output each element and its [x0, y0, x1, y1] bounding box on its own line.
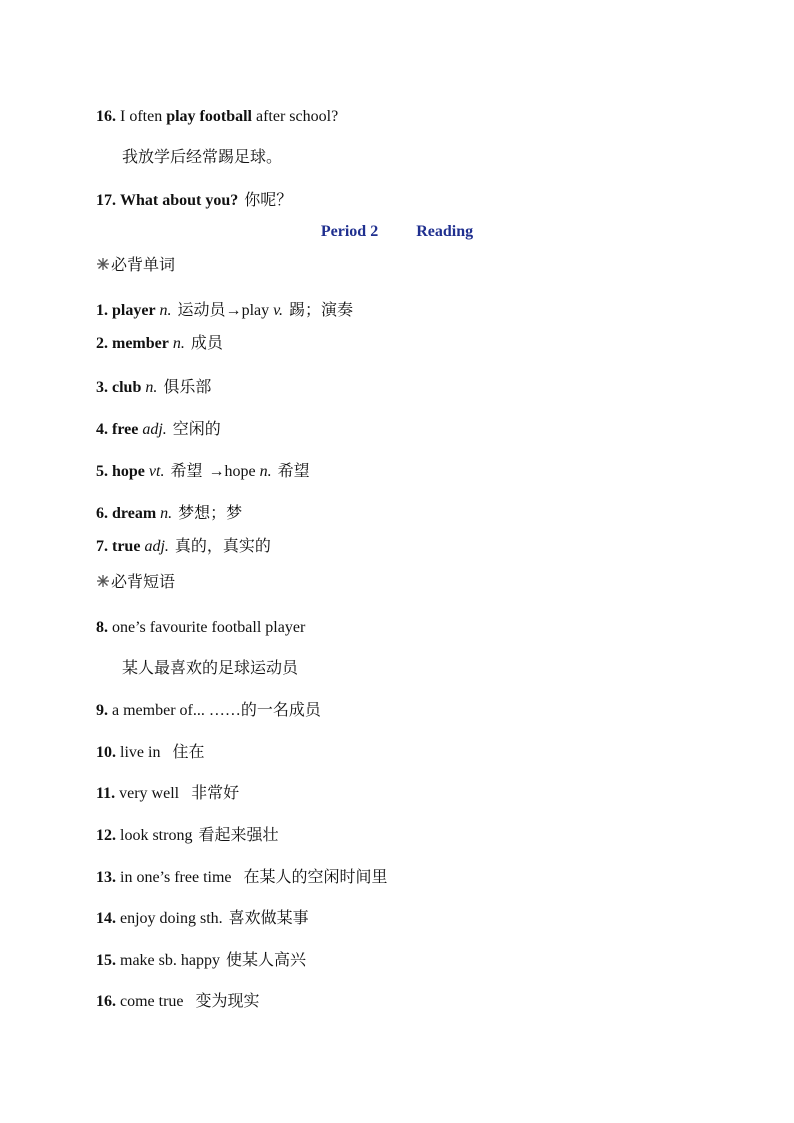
translation: 在某人的空闲时间里: [243, 869, 388, 886]
item-number: 4.: [96, 421, 108, 438]
translation: 梦想；梦: [178, 505, 243, 522]
translation: 非常好: [191, 785, 240, 802]
phrase: enjoy doing sth.: [120, 910, 223, 927]
part-of-speech: n.: [160, 505, 173, 522]
phrase-9: [96, 701, 321, 721]
star-bullet-icon: [96, 574, 110, 588]
section-title: 必背短语: [111, 574, 176, 591]
item-number: 2.: [96, 335, 108, 352]
translation: 希望: [277, 463, 310, 480]
arrow: →: [208, 463, 225, 480]
item-number: 10.: [96, 744, 116, 761]
word: club: [112, 379, 142, 396]
item-number: 9.: [96, 702, 108, 719]
phrase: come true: [120, 993, 184, 1010]
word: player: [112, 302, 156, 319]
related-word: hope: [224, 463, 256, 480]
translation: 踢；演奏: [289, 302, 354, 319]
item-number: 7.: [96, 538, 108, 555]
key-phrase: What about you?: [120, 192, 239, 209]
part-of-speech: vt.: [148, 463, 165, 480]
translation: 某人最喜欢的足球运动员: [122, 660, 299, 677]
word: free: [112, 421, 139, 438]
translation: 空闲的: [172, 421, 221, 438]
line-16-sentence: [96, 107, 338, 127]
star-bullet-icon: [96, 257, 110, 271]
phrase-10: [96, 743, 204, 763]
translation: 住在: [172, 744, 205, 761]
phrase: very well: [119, 785, 180, 802]
item-number: 15.: [96, 952, 116, 969]
item-number: 16.: [96, 108, 116, 125]
phrase: one’s favourite football player: [112, 619, 306, 636]
part-of-speech: adj.: [144, 538, 169, 555]
key-phrase: play football: [166, 108, 252, 125]
item-number: 16.: [96, 993, 116, 1010]
translation: 喜欢做某事: [228, 910, 309, 927]
word: hope: [112, 463, 145, 480]
item-number: 3.: [96, 379, 108, 396]
phrase: live in: [120, 744, 161, 761]
sentence-part: after school?: [252, 108, 339, 125]
phrase: look strong: [120, 827, 193, 844]
part-of-speech: v.: [273, 302, 284, 319]
translation: ……的一名成员: [208, 702, 321, 719]
phrase-8-translation: [122, 659, 298, 679]
phrase-15: [96, 951, 306, 971]
translation: 成员: [190, 335, 223, 352]
translation: 变为现实: [195, 993, 260, 1010]
line-16-translation: [122, 148, 282, 168]
word-5: [96, 462, 310, 482]
phrase-14: [96, 909, 309, 929]
translation: 希望: [170, 463, 203, 480]
item-number: 17.: [96, 192, 116, 209]
phrase-12: [96, 826, 278, 846]
part-of-speech: n.: [159, 302, 172, 319]
translation: 使某人高兴: [225, 952, 306, 969]
part-of-speech: n.: [145, 379, 158, 396]
word-7: [96, 537, 271, 557]
word-2: [96, 334, 223, 354]
period-heading: [0, 222, 794, 242]
phrase-11: [96, 784, 239, 804]
section-words-heading: [96, 256, 175, 276]
word: member: [112, 335, 169, 352]
phrase-8: [96, 618, 305, 638]
phrase-16: [96, 992, 260, 1012]
word-1: [96, 301, 353, 321]
translation: 俱乐部: [163, 379, 212, 396]
item-number: 1.: [96, 302, 108, 319]
line-17: [96, 191, 292, 211]
word-3: [96, 378, 211, 398]
translation: 我放学后经常踢足球。: [122, 149, 283, 166]
phrase: a member of...: [112, 702, 205, 719]
translation: 看起来强壮: [198, 827, 279, 844]
part-of-speech: n.: [172, 335, 185, 352]
part-of-speech: n.: [259, 463, 272, 480]
word: dream: [112, 505, 157, 522]
item-number: 11.: [96, 785, 116, 802]
phrase: in one’s free time: [120, 869, 232, 886]
word-4: [96, 420, 221, 440]
phrase: make sb. happy: [120, 952, 220, 969]
translation: 运动员→: [177, 302, 242, 319]
item-number: 8.: [96, 619, 108, 636]
section-phrases-heading: [96, 573, 175, 593]
translation: 你呢？: [244, 192, 293, 209]
item-number: 14.: [96, 910, 116, 927]
word-6: [96, 504, 242, 524]
translation: 真的，真实的: [174, 538, 271, 555]
section-title: 必背单词: [111, 257, 176, 274]
phrase-13: [96, 868, 388, 888]
item-number: 5.: [96, 463, 108, 480]
sentence-part: I often: [120, 108, 167, 125]
item-number: 12.: [96, 827, 116, 844]
part-of-speech: adj.: [142, 421, 167, 438]
word: true: [112, 538, 141, 555]
item-number: 6.: [96, 505, 108, 522]
reading-label: Reading: [416, 223, 474, 240]
item-number: 13.: [96, 869, 116, 886]
related-word: play: [241, 302, 270, 319]
period-label: Period 2: [320, 223, 379, 240]
